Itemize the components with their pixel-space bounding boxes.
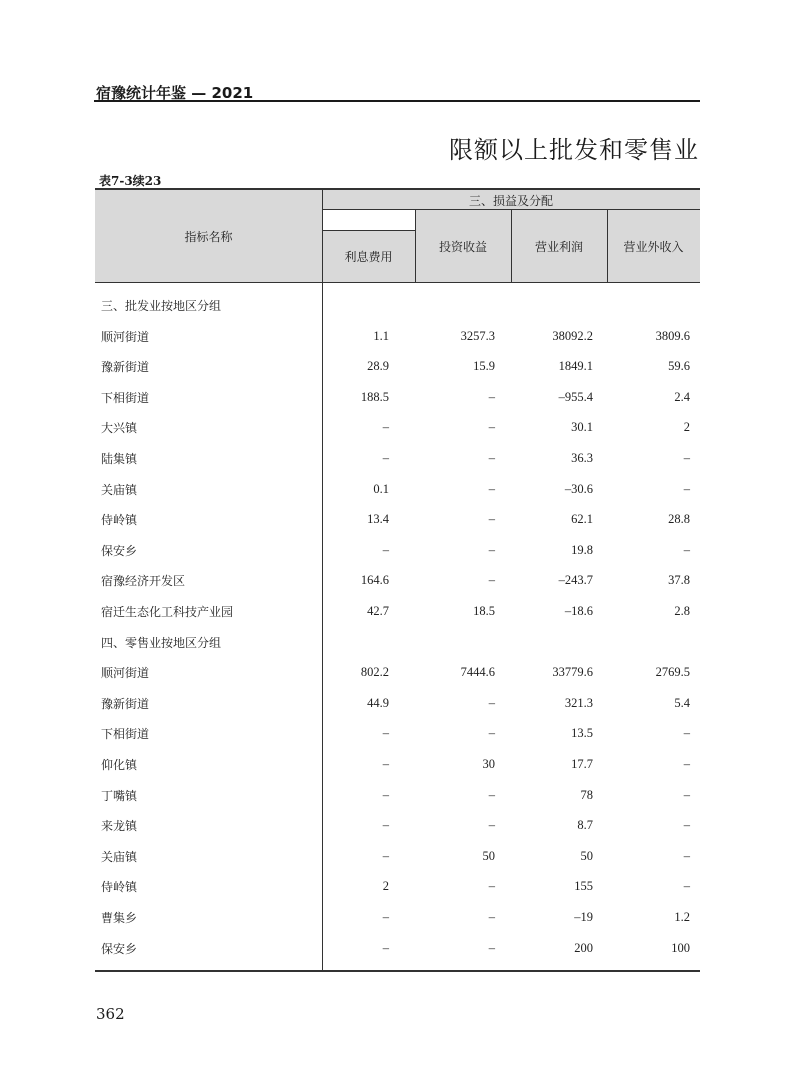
row-label: 宿豫经济开发区 — [101, 574, 186, 589]
cell-operating-profit: 33779.6 — [552, 665, 593, 680]
cell-investment: – — [488, 726, 495, 741]
row-label: 丁嘴镇 — [101, 788, 138, 803]
cell-interest: 13.4 — [367, 512, 389, 527]
cell-investment: 3257.3 — [460, 328, 495, 343]
cell-interest: – — [382, 451, 389, 465]
cell-operating-profit: –955.4 — [558, 389, 593, 404]
cell-nonoperating: – — [683, 726, 690, 741]
col-header-nonoperating: 营业外收入 — [623, 240, 684, 254]
cell-nonoperating: 2 — [683, 420, 690, 435]
table-bottom-rule — [95, 970, 700, 972]
cell-interest: – — [382, 757, 389, 771]
row-label: 来龙镇 — [101, 819, 138, 834]
table-row — [95, 810, 700, 841]
row-label: 关庙镇 — [101, 849, 138, 864]
table-row — [95, 749, 700, 780]
cell-investment: – — [488, 481, 495, 496]
cell-investment: – — [488, 420, 495, 435]
table-row — [95, 290, 700, 321]
header-rule — [94, 100, 700, 102]
cell-operating-profit: 30.1 — [571, 420, 593, 435]
cell-investment: – — [488, 542, 495, 557]
cell-nonoperating: – — [683, 451, 690, 465]
cell-operating-profit: –243.7 — [558, 573, 593, 588]
table-row — [95, 412, 700, 443]
row-label: 关庙镇 — [101, 482, 138, 497]
cell-investment: – — [488, 910, 495, 924]
row-label: 豫新街道 — [101, 360, 150, 375]
cell-nonoperating: 2.4 — [674, 389, 690, 404]
cell-investment: – — [488, 512, 495, 527]
col-header-operating-profit: 营业利润 — [534, 240, 583, 254]
row-label: 顺河街道 — [101, 666, 150, 681]
cell-operating-profit: 19.8 — [571, 542, 593, 557]
row-label: 下相街道 — [101, 727, 150, 742]
cell-nonoperating: 59.6 — [668, 359, 690, 374]
cell-interest: 44.9 — [367, 695, 389, 710]
cell-interest: – — [382, 910, 389, 924]
cell-interest: 802.2 — [360, 665, 389, 680]
cell-operating-profit: 78 — [580, 787, 593, 802]
cell-investment: – — [488, 695, 495, 710]
subheader-rule — [322, 230, 415, 231]
table-row — [95, 382, 700, 413]
cell-investment: – — [488, 451, 495, 465]
col-header-investment: 投资收益 — [438, 240, 487, 254]
table-row — [95, 780, 700, 811]
table-row — [95, 688, 700, 719]
cell-investment: – — [488, 879, 495, 894]
cell-investment: 7444.6 — [460, 665, 495, 680]
cell-investment: – — [488, 940, 495, 955]
table-row — [95, 535, 700, 566]
table-top-rule — [95, 188, 700, 190]
cell-investment: 30 — [482, 757, 495, 771]
table-row — [95, 565, 700, 596]
row-label: 豫新街道 — [101, 696, 150, 711]
cell-nonoperating: 37.8 — [668, 573, 690, 588]
cell-operating-profit: 36.3 — [571, 451, 593, 465]
row-label: 保安乡 — [101, 941, 138, 956]
cell-operating-profit: –18.6 — [564, 604, 593, 618]
row-label: 宿迁生态化工科技产业园 — [101, 605, 234, 619]
cell-interest: 0.1 — [373, 481, 389, 496]
cell-nonoperating: – — [683, 481, 690, 496]
row-label: 陆集镇 — [101, 452, 138, 466]
row-label: 顺河街道 — [101, 329, 150, 344]
col-header-interest: 利息费用 — [344, 250, 393, 264]
cell-operating-profit: 155 — [574, 879, 593, 894]
cell-investment: – — [488, 389, 495, 404]
cell-nonoperating: 2769.5 — [655, 665, 690, 680]
cell-nonoperating: 28.8 — [668, 512, 690, 527]
cell-nonoperating: – — [683, 848, 690, 863]
cell-operating-profit: 8.7 — [577, 818, 593, 833]
header-bottom-rule — [95, 282, 700, 283]
table-row — [95, 596, 700, 627]
section-title: 限额以上批发和零售业 — [449, 136, 699, 164]
cell-interest: 42.7 — [367, 604, 389, 618]
row-label: 曹集乡 — [101, 911, 138, 925]
cell-investment: – — [488, 818, 495, 833]
cell-operating-profit: 38092.2 — [552, 328, 593, 343]
cell-operating-profit: 200 — [574, 940, 593, 955]
cell-investment: 18.5 — [473, 604, 495, 618]
table-row — [95, 657, 700, 688]
cell-operating-profit: –19 — [574, 910, 593, 924]
statistics-table — [95, 188, 700, 973]
cell-investment: 15.9 — [473, 359, 495, 374]
cell-nonoperating: – — [683, 787, 690, 802]
cell-interest: – — [382, 940, 389, 955]
table-row — [95, 474, 700, 505]
row-label: 仰化镇 — [101, 758, 138, 772]
cell-operating-profit: 321.3 — [564, 695, 593, 710]
table-id: 表7-3续23 — [99, 174, 162, 188]
cell-investment: 50 — [482, 848, 495, 863]
page-number: 362 — [96, 1005, 125, 1023]
table-row — [95, 718, 700, 749]
cell-interest: – — [382, 542, 389, 557]
row-label: 侍岭镇 — [101, 880, 138, 895]
cell-nonoperating: – — [683, 542, 690, 557]
cell-nonoperating: 100 — [671, 940, 690, 955]
row-label: 下相街道 — [101, 390, 150, 405]
cell-interest: – — [382, 787, 389, 802]
cell-investment: – — [488, 787, 495, 802]
cell-interest: – — [382, 818, 389, 833]
row-label: 大兴镇 — [101, 421, 138, 436]
running-head: 宿豫统计年鉴 — 2021 — [96, 84, 254, 102]
cell-operating-profit: 50 — [580, 848, 593, 863]
row-label: 保安乡 — [101, 543, 138, 558]
table-row — [95, 351, 700, 382]
cell-nonoperating: 3809.6 — [655, 328, 690, 343]
cell-interest: 164.6 — [360, 573, 389, 588]
cell-nonoperating: – — [683, 757, 690, 771]
cell-interest: – — [382, 726, 389, 741]
table-row — [95, 871, 700, 902]
table-row — [95, 504, 700, 535]
cell-operating-profit: 17.7 — [571, 757, 593, 771]
table-row — [95, 933, 700, 964]
row-label: 三、批发业按地区分组 — [101, 299, 222, 313]
cell-operating-profit: 62.1 — [571, 512, 593, 527]
cell-nonoperating: 5.4 — [674, 695, 690, 710]
header-blank-cell — [323, 210, 415, 230]
cell-investment: – — [488, 573, 495, 588]
cell-interest: 188.5 — [360, 389, 389, 404]
cell-nonoperating: 2.8 — [674, 604, 690, 618]
cell-interest: – — [382, 420, 389, 435]
table-row — [95, 841, 700, 872]
cell-operating-profit: 13.5 — [571, 726, 593, 741]
cell-interest: 28.9 — [367, 359, 389, 374]
row-label: 侍岭镇 — [101, 513, 138, 528]
group-header: 三、损益及分配 — [468, 194, 553, 208]
cell-nonoperating: – — [683, 818, 690, 833]
cell-operating-profit: 1849.1 — [558, 359, 593, 374]
cell-interest: 2 — [382, 879, 389, 894]
cell-interest: 1.1 — [373, 328, 389, 343]
table-row — [95, 443, 700, 474]
table-row — [95, 627, 700, 658]
row-label-header: 指标名称 — [184, 230, 233, 244]
cell-nonoperating: – — [683, 879, 690, 894]
table-row — [95, 902, 700, 933]
cell-interest: – — [382, 848, 389, 863]
cell-operating-profit: –30.6 — [564, 481, 593, 496]
cell-nonoperating: 1.2 — [674, 910, 690, 924]
row-label: 四、零售业按地区分组 — [101, 635, 222, 650]
table-row — [95, 321, 700, 352]
